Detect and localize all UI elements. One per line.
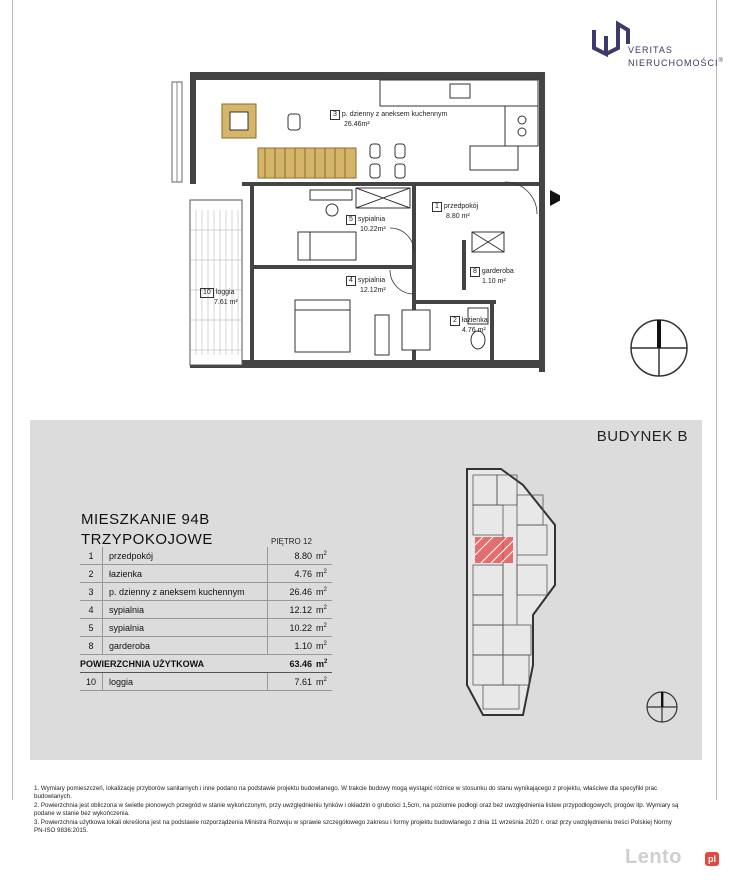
plan-label-area: 12.12 [360, 287, 378, 294]
unit-text: m [316, 640, 324, 651]
plan-label-unit: m² [461, 213, 470, 220]
footnote-2: 2. Powierzchnia jest obliczona w świetle pionowych przegród w stanie wykończonym, przy uwzględnieniu tynków i okładzin o grubości 1,5cm, na poziomie podłogi oraz bez uwzględnienia listew przypodłogowych, progów itp. Wymiary są podane w stanie bez wykończenia. [34, 801, 679, 818]
room-name: p. dzienny z aneksem kuchennym [103, 583, 268, 601]
plan-label-unit: m² [377, 226, 386, 233]
plan-label-area: 10.22 [360, 226, 378, 233]
room-name: sypialnia [103, 619, 268, 637]
room-name: garderoba [103, 637, 268, 655]
plan-label-number: 10 [200, 288, 214, 298]
plan-label-unit: m² [229, 299, 238, 306]
plan-label-unit: m² [377, 287, 386, 294]
plan-label-number: 5 [346, 215, 356, 225]
unit-exponent: 2 [324, 658, 328, 665]
watermark-text: Lento [625, 846, 682, 868]
unit-exponent: 2 [323, 550, 327, 557]
unit-text: m [316, 604, 324, 615]
plan-label-area: 26.46 [344, 121, 362, 128]
room-area: 8.80 [268, 547, 315, 565]
room-area: 7.61 [268, 673, 315, 691]
room-number: 4 [80, 601, 103, 619]
plan-label-area: 7.61 [214, 299, 228, 306]
plan-label-room-2 [450, 316, 488, 335]
plan-label-area: 8.80 [446, 213, 460, 220]
brand-registered: ® [718, 58, 724, 64]
room-area: 26.46 [268, 583, 315, 601]
room-area: 4.76 [268, 565, 315, 583]
unit-exponent: 2 [323, 640, 327, 647]
plan-label-number: 1 [432, 202, 442, 212]
room-name: przedpokój [103, 547, 268, 565]
room-number: 3 [80, 583, 103, 601]
room-name: łazienka [103, 565, 268, 583]
apartment-info-panel [30, 420, 702, 760]
room-unit [314, 565, 332, 583]
unit-text: m [316, 568, 324, 579]
room-area: 12.12 [268, 601, 315, 619]
plan-label-room-10 [200, 288, 238, 307]
room-name: loggia [103, 673, 268, 691]
plan-label-room-3 [330, 110, 447, 129]
unit-text: m [316, 550, 324, 561]
room-number: 1 [80, 547, 103, 565]
building-key-plan [463, 465, 563, 723]
apartment-type: TRZYPOKOJOWE [81, 531, 213, 548]
plan-label-room-5 [346, 215, 386, 234]
plan-label-number: 2 [450, 316, 460, 326]
apartment-title [81, 510, 213, 550]
plan-label-name: przedpokój [443, 203, 479, 210]
plan-label-unit: m² [361, 121, 370, 128]
footnote-3: 3. Powierzchnia użytkowa lokali określona jest na podstawie rozporządzenia Ministra Rozwoju w sprawie szczegółowego zakresu i formy projektu budowlanego z dnia 11 września 2020 r. oraz przy uwzględnieniu treści Polskiej Normy PN-ISO 9836:2015. [34, 818, 672, 835]
plan-label-name: sypialnia [357, 277, 386, 284]
apartment-name: MIESZKANIE 94B [81, 511, 210, 528]
room-unit [314, 547, 332, 565]
plan-label-name: łazienka [461, 317, 488, 324]
unit-exponent: 2 [323, 586, 327, 593]
table-row [80, 601, 332, 619]
unit-exponent: 2 [323, 622, 327, 629]
room-unit [314, 637, 332, 655]
table-row [80, 619, 332, 637]
loggia-row [80, 673, 332, 691]
unit-exponent: 2 [323, 568, 327, 575]
page-border-right [716, 0, 717, 800]
unit-exponent: 2 [323, 676, 327, 683]
room-unit [314, 601, 332, 619]
watermark-badge: pl [705, 852, 719, 866]
unit-text: m [316, 676, 324, 687]
table-row [80, 565, 332, 583]
plan-label-room-4 [346, 276, 386, 295]
room-unit [314, 673, 332, 691]
plan-label-room-1 [432, 202, 478, 221]
total-row [80, 655, 332, 673]
plan-label-name: garderoba [481, 268, 514, 275]
table-row [80, 637, 332, 655]
plan-label-number: 3 [330, 110, 340, 120]
room-unit [314, 619, 332, 637]
plan-label-name: p. dzienny z aneksem kuchennym [341, 111, 448, 118]
plan-label-room-8 [470, 267, 514, 286]
brand-line-2: NIERUCHOMOŚCI [628, 58, 719, 68]
plan-label-area: 4.76 [462, 327, 476, 334]
compass-icon [629, 318, 689, 378]
room-area-table [80, 547, 332, 691]
room-number: 8 [80, 637, 103, 655]
brand-name [628, 45, 724, 69]
unit-text: m [316, 658, 325, 669]
compass-small-icon [645, 690, 679, 724]
room-number: 5 [80, 619, 103, 637]
total-label: POWIERZCHNIA UŻYTKOWA [80, 655, 268, 673]
unit-text: m [316, 586, 324, 597]
plan-label-number: 8 [470, 267, 480, 277]
unit-exponent: 2 [323, 604, 327, 611]
plan-label-unit: m² [497, 278, 506, 285]
plan-label-name: loggia [215, 289, 235, 296]
plan-label-unit: m² [477, 327, 486, 334]
room-unit [314, 583, 332, 601]
total-unit [314, 655, 332, 673]
plan-label-number: 4 [346, 276, 356, 286]
unit-text: m [316, 622, 324, 633]
table-row [80, 583, 332, 601]
plan-label-name: sypialnia [357, 216, 386, 223]
footnote-1: 1. Wymiary pomieszczeń, lokalizację przyborów sanitarnych i inne podano na podstawie projektu budowlanego. W trakcie budowy mogą wystąpić różnice w stosunku do stanu wynikającego z projektu, właściwe dla specyfiki prac budowlanych. [34, 785, 658, 801]
room-area: 10.22 [268, 619, 315, 637]
room-number: 10 [80, 673, 103, 691]
total-area: 63.46 [268, 655, 315, 673]
room-name: sypialnia [103, 601, 268, 619]
floor-label: PIĘTRO 12 [271, 537, 312, 546]
table-row [80, 547, 332, 565]
page-border-left [12, 0, 13, 800]
building-label: BUDYNEK B [596, 428, 688, 445]
floor-plan [150, 60, 560, 385]
footnotes [34, 785, 684, 835]
room-area: 1.10 [268, 637, 315, 655]
brand-line-1: VERITAS [628, 45, 673, 55]
plan-label-area: 1.10 [482, 278, 496, 285]
room-number: 2 [80, 565, 103, 583]
